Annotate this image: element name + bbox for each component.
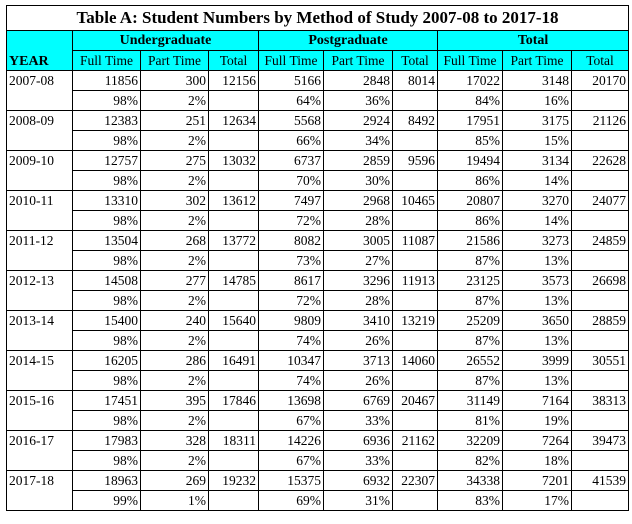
value-cell: 2859 — [324, 151, 393, 171]
table-row — [7, 231, 629, 251]
value-cell: 251 — [141, 111, 209, 131]
percent-cell: 2% — [141, 371, 209, 391]
percent-cell: 87% — [438, 371, 503, 391]
postgraduate-header: Postgraduate — [259, 31, 438, 51]
percent-cell: 2% — [141, 211, 209, 231]
percent-cell: 67% — [259, 411, 324, 431]
value-cell: 268 — [141, 231, 209, 251]
percent-cell: 18% — [503, 451, 572, 471]
year-cell: 2007-08 — [7, 71, 73, 111]
percent-cell — [209, 331, 259, 351]
ug-full-time-header: Full Time — [73, 51, 141, 71]
value-cell: 22307 — [393, 471, 438, 491]
percent-cell — [572, 491, 629, 511]
value-cell: 12383 — [73, 111, 141, 131]
value-cell: 3650 — [503, 311, 572, 331]
percent-cell: 67% — [259, 451, 324, 471]
percent-cell — [393, 211, 438, 231]
percent-cell: 98% — [73, 251, 141, 271]
percent-cell: 81% — [438, 411, 503, 431]
all-part-time-header: Part Time — [503, 51, 572, 71]
ug-part-time-header: Part Time — [141, 51, 209, 71]
percent-cell: 87% — [438, 251, 503, 271]
value-cell: 11856 — [73, 71, 141, 91]
percent-cell: 70% — [259, 171, 324, 191]
value-cell: 6936 — [324, 431, 393, 451]
value-cell: 21162 — [393, 431, 438, 451]
percent-cell: 14% — [503, 171, 572, 191]
year-header: YEAR — [7, 31, 73, 71]
value-cell: 277 — [141, 271, 209, 291]
value-cell: 30551 — [572, 351, 629, 371]
percent-cell: 2% — [141, 131, 209, 151]
value-cell: 7201 — [503, 471, 572, 491]
table-row — [7, 471, 629, 491]
value-cell: 19494 — [438, 151, 503, 171]
table-row — [7, 351, 629, 371]
pg-full-time-header: Full Time — [259, 51, 324, 71]
value-cell: 11913 — [393, 271, 438, 291]
percent-cell: 28% — [324, 291, 393, 311]
table-row — [7, 111, 629, 131]
value-cell: 31149 — [438, 391, 503, 411]
percent-cell — [393, 171, 438, 191]
table-row — [7, 151, 629, 171]
undergraduate-header: Undergraduate — [73, 31, 259, 51]
percent-cell: 13% — [503, 291, 572, 311]
percent-cell: 14% — [503, 211, 572, 231]
percent-cell: 2% — [141, 251, 209, 271]
value-cell: 3273 — [503, 231, 572, 251]
table-row — [7, 391, 629, 411]
percent-cell: 19% — [503, 411, 572, 431]
percent-cell — [209, 211, 259, 231]
value-cell: 9809 — [259, 311, 324, 331]
value-cell: 269 — [141, 471, 209, 491]
percent-cell — [393, 91, 438, 111]
value-cell: 26552 — [438, 351, 503, 371]
table-row — [7, 311, 629, 331]
percent-cell: 72% — [259, 291, 324, 311]
percent-row — [7, 451, 629, 471]
year-cell: 2013-14 — [7, 311, 73, 351]
value-cell: 22628 — [572, 151, 629, 171]
percent-cell — [572, 251, 629, 271]
value-cell: 2924 — [324, 111, 393, 131]
value-cell: 32209 — [438, 431, 503, 451]
percent-cell: 87% — [438, 291, 503, 311]
value-cell: 2968 — [324, 191, 393, 211]
value-cell: 17983 — [73, 431, 141, 451]
percent-cell: 2% — [141, 291, 209, 311]
year-cell: 2016-17 — [7, 431, 73, 471]
percent-row — [7, 331, 629, 351]
percent-cell — [209, 411, 259, 431]
value-cell: 3713 — [324, 351, 393, 371]
percent-cell: 85% — [438, 131, 503, 151]
value-cell: 8492 — [393, 111, 438, 131]
percent-cell: 13% — [503, 331, 572, 351]
value-cell: 8082 — [259, 231, 324, 251]
percent-cell — [572, 131, 629, 151]
percent-cell: 64% — [259, 91, 324, 111]
value-cell: 3573 — [503, 271, 572, 291]
value-cell: 302 — [141, 191, 209, 211]
percent-cell — [393, 411, 438, 431]
percent-cell: 74% — [259, 371, 324, 391]
percent-row — [7, 91, 629, 111]
value-cell: 13219 — [393, 311, 438, 331]
value-cell: 28859 — [572, 311, 629, 331]
value-cell: 328 — [141, 431, 209, 451]
value-cell: 3410 — [324, 311, 393, 331]
total-header: Total — [438, 31, 629, 51]
student-numbers-table — [6, 5, 629, 511]
value-cell: 38313 — [572, 391, 629, 411]
percent-row — [7, 291, 629, 311]
ug-total-header: Total — [209, 51, 259, 71]
value-cell: 3270 — [503, 191, 572, 211]
value-cell: 13310 — [73, 191, 141, 211]
value-cell: 14226 — [259, 431, 324, 451]
pg-total-header: Total — [393, 51, 438, 71]
value-cell: 14508 — [73, 271, 141, 291]
percent-row — [7, 491, 629, 511]
value-cell: 13772 — [209, 231, 259, 251]
table-row — [7, 431, 629, 451]
percent-cell: 83% — [438, 491, 503, 511]
percent-cell: 98% — [73, 371, 141, 391]
year-cell: 2010-11 — [7, 191, 73, 231]
value-cell: 6737 — [259, 151, 324, 171]
value-cell: 41539 — [572, 471, 629, 491]
value-cell: 21126 — [572, 111, 629, 131]
percent-cell — [393, 251, 438, 271]
value-cell: 8617 — [259, 271, 324, 291]
value-cell: 10465 — [393, 191, 438, 211]
percent-cell: 2% — [141, 451, 209, 471]
percent-cell — [393, 371, 438, 391]
value-cell: 6932 — [324, 471, 393, 491]
value-cell: 275 — [141, 151, 209, 171]
percent-cell — [393, 451, 438, 471]
percent-cell: 73% — [259, 251, 324, 271]
percent-cell: 26% — [324, 371, 393, 391]
percent-cell — [209, 171, 259, 191]
value-cell: 17022 — [438, 71, 503, 91]
percent-cell — [572, 451, 629, 471]
percent-cell: 98% — [73, 291, 141, 311]
value-cell: 5166 — [259, 71, 324, 91]
percent-cell — [572, 171, 629, 191]
value-cell: 17951 — [438, 111, 503, 131]
percent-cell: 1% — [141, 491, 209, 511]
percent-cell: 36% — [324, 91, 393, 111]
value-cell: 19232 — [209, 471, 259, 491]
value-cell: 20807 — [438, 191, 503, 211]
percent-cell: 34% — [324, 131, 393, 151]
percent-cell: 82% — [438, 451, 503, 471]
value-cell: 25209 — [438, 311, 503, 331]
value-cell: 286 — [141, 351, 209, 371]
percent-cell: 98% — [73, 411, 141, 431]
value-cell: 12156 — [209, 71, 259, 91]
value-cell: 5568 — [259, 111, 324, 131]
value-cell: 13032 — [209, 151, 259, 171]
value-cell: 39473 — [572, 431, 629, 451]
value-cell: 395 — [141, 391, 209, 411]
percent-cell — [572, 211, 629, 231]
value-cell: 16491 — [209, 351, 259, 371]
percent-cell: 98% — [73, 451, 141, 471]
percent-cell: 98% — [73, 171, 141, 191]
percent-cell: 69% — [259, 491, 324, 511]
percent-cell: 66% — [259, 131, 324, 151]
percent-cell: 16% — [503, 91, 572, 111]
percent-cell — [572, 291, 629, 311]
value-cell: 26698 — [572, 271, 629, 291]
percent-cell: 98% — [73, 211, 141, 231]
percent-row — [7, 371, 629, 391]
value-cell: 34338 — [438, 471, 503, 491]
year-cell: 2017-18 — [7, 471, 73, 511]
value-cell: 3999 — [503, 351, 572, 371]
percent-cell: 2% — [141, 171, 209, 191]
value-cell: 7497 — [259, 191, 324, 211]
value-cell: 3134 — [503, 151, 572, 171]
percent-cell: 17% — [503, 491, 572, 511]
percent-cell — [209, 131, 259, 151]
value-cell: 13698 — [259, 391, 324, 411]
percent-cell — [209, 451, 259, 471]
percent-cell: 33% — [324, 451, 393, 471]
value-cell: 12757 — [73, 151, 141, 171]
value-cell: 23125 — [438, 271, 503, 291]
percent-cell: 72% — [259, 211, 324, 231]
percent-cell: 2% — [141, 331, 209, 351]
percent-cell: 15% — [503, 131, 572, 151]
percent-cell: 30% — [324, 171, 393, 191]
percent-row — [7, 251, 629, 271]
value-cell: 16205 — [73, 351, 141, 371]
percent-cell — [572, 411, 629, 431]
percent-row — [7, 211, 629, 231]
value-cell: 6769 — [324, 391, 393, 411]
value-cell: 20170 — [572, 71, 629, 91]
value-cell: 17846 — [209, 391, 259, 411]
percent-cell — [572, 331, 629, 351]
year-cell: 2011-12 — [7, 231, 73, 271]
percent-cell — [393, 131, 438, 151]
percent-cell: 33% — [324, 411, 393, 431]
value-cell: 24077 — [572, 191, 629, 211]
percent-row — [7, 131, 629, 151]
value-cell: 14060 — [393, 351, 438, 371]
percent-cell: 13% — [503, 371, 572, 391]
percent-cell: 27% — [324, 251, 393, 271]
percent-row — [7, 411, 629, 431]
year-cell: 2015-16 — [7, 391, 73, 431]
all-total-header: Total — [572, 51, 629, 71]
year-cell: 2014-15 — [7, 351, 73, 391]
percent-cell: 87% — [438, 331, 503, 351]
value-cell: 20467 — [393, 391, 438, 411]
value-cell: 3296 — [324, 271, 393, 291]
percent-cell — [209, 371, 259, 391]
value-cell: 7164 — [503, 391, 572, 411]
percent-row — [7, 171, 629, 191]
percent-cell: 2% — [141, 411, 209, 431]
percent-cell: 98% — [73, 131, 141, 151]
percent-cell — [393, 491, 438, 511]
table-row — [7, 71, 629, 91]
value-cell: 3148 — [503, 71, 572, 91]
value-cell: 12634 — [209, 111, 259, 131]
table-row — [7, 271, 629, 291]
percent-cell: 98% — [73, 331, 141, 351]
value-cell: 24859 — [572, 231, 629, 251]
percent-cell — [393, 331, 438, 351]
value-cell: 21586 — [438, 231, 503, 251]
percent-cell — [572, 371, 629, 391]
value-cell: 3005 — [324, 231, 393, 251]
value-cell: 15375 — [259, 471, 324, 491]
percent-cell: 98% — [73, 91, 141, 111]
value-cell: 9596 — [393, 151, 438, 171]
table-title: Table A: Student Numbers by Method of Study 2007-08 to 2017-18 — [7, 6, 629, 31]
percent-cell — [209, 291, 259, 311]
value-cell: 2848 — [324, 71, 393, 91]
table-row — [7, 191, 629, 211]
year-cell: 2009-10 — [7, 151, 73, 191]
percent-cell — [393, 291, 438, 311]
percent-cell: 31% — [324, 491, 393, 511]
percent-cell: 26% — [324, 331, 393, 351]
value-cell: 3175 — [503, 111, 572, 131]
value-cell: 240 — [141, 311, 209, 331]
value-cell: 8014 — [393, 71, 438, 91]
pg-part-time-header: Part Time — [324, 51, 393, 71]
year-cell: 2008-09 — [7, 111, 73, 151]
value-cell: 300 — [141, 71, 209, 91]
percent-cell: 99% — [73, 491, 141, 511]
value-cell: 7264 — [503, 431, 572, 451]
value-cell: 13504 — [73, 231, 141, 251]
percent-cell — [209, 91, 259, 111]
percent-cell: 2% — [141, 91, 209, 111]
value-cell: 13612 — [209, 191, 259, 211]
value-cell: 15400 — [73, 311, 141, 331]
value-cell: 18963 — [73, 471, 141, 491]
value-cell: 14785 — [209, 271, 259, 291]
percent-cell — [209, 251, 259, 271]
year-cell: 2012-13 — [7, 271, 73, 311]
value-cell: 15640 — [209, 311, 259, 331]
value-cell: 18311 — [209, 431, 259, 451]
percent-cell: 86% — [438, 211, 503, 231]
table-wrapper — [6, 5, 628, 511]
percent-cell: 86% — [438, 171, 503, 191]
percent-cell: 84% — [438, 91, 503, 111]
percent-cell: 74% — [259, 331, 324, 351]
percent-cell — [572, 91, 629, 111]
percent-cell: 28% — [324, 211, 393, 231]
percent-cell — [209, 491, 259, 511]
value-cell: 17451 — [73, 391, 141, 411]
value-cell: 10347 — [259, 351, 324, 371]
all-full-time-header: Full Time — [438, 51, 503, 71]
value-cell: 11087 — [393, 231, 438, 251]
percent-cell: 13% — [503, 251, 572, 271]
